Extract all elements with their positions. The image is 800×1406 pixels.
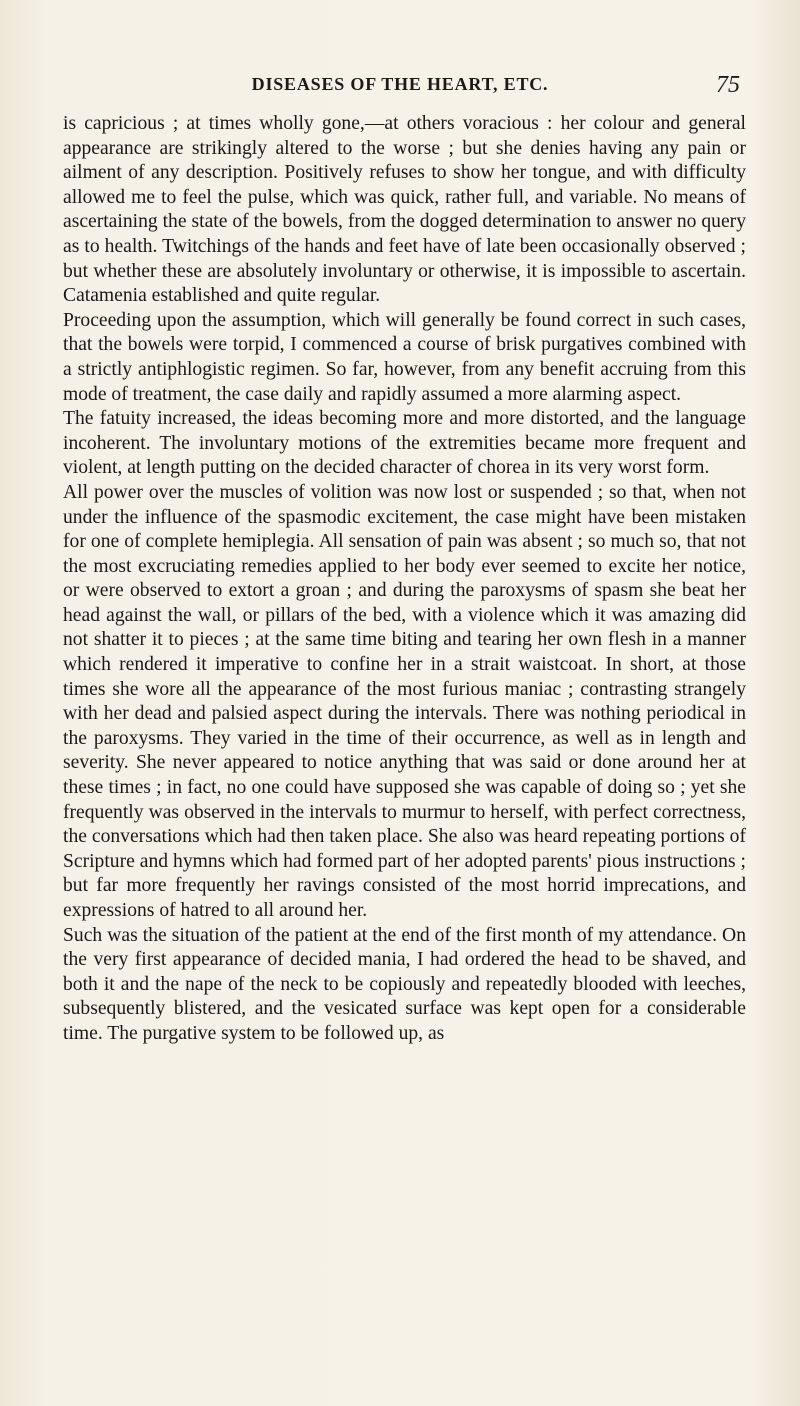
page-header: [0, 72, 800, 102]
body-text: [63, 112, 746, 1047]
paragraph: The fatuity increased, the ideas becoming more and more distorted, and the language incoherent. The involuntary motions of the extremities became more frequent and violent, at length putting on the decided character of chorea in its very worst form.: [63, 408, 746, 479]
paragraph: is capricious ; at times wholly gone,—at others voracious : her colour and general appearance are strikingly altered to the worse ; but she denies having any pain or ailment of any description. Positively refuses to show her tongue, and with difficulty allowed me to feel the pulse, which was quick, rather full, and variable. No means of ascertaining the state of the bowels, from the dogged determination to answer no query as to health. Twitchings of the hands and feet have of late been occasionally observed ; but whether these are absolutely involuntary or otherwise, it is impossible to ascertain. Catamenia established and quite regular.: [63, 113, 746, 307]
paragraph: Such was the situation of the patient at the end of the first month of my attendance. On the very first appearance of decided mania, I had ordered the head to be shaved, and both it and the nape of the neck to be copiously and repeatedly blooded with leeches, subsequently blistered, and the vesicated surface was kept open for a considerable time. The purgative system to be followed up, as: [63, 924, 746, 1044]
paragraph: All power over the muscles of volition was now lost or suspended ; so that, when not under the influence of the spasmodic excitement, the case might have been mistaken for one of complete hemiplegia. All sensation of pain was absent ; so much so, that not the most excruciating remedies applied to her body ever seemed to excite her notice, or were observed to extort a groan ; and during the paroxysms of spasm she beat her head against the wall, or pillars of the bed, with a violence which it was amazing did not shatter it to pieces ; at the same time biting and tearing her own flesh in a manner which rendered it imperative to confine her in a strait waistcoat. In short, at those times she wore all the appearance of the most furious maniac ; contrasting strangely with her dead and palsied aspect during the intervals. There was nothing periodical in the paroxysms. They varied in the time of their occurrence, as well as in length and severity. She never appeared to notice anything that was said or done around her at these times ; in fact, no one could have supposed she was capable of doing so ; yet she frequently was observed in the intervals to murmur to herself, with perfect correctness, the conversations which had then taken place. She also was heard repeating portions of Scripture and hymns which had formed part of her adopted parents' pious instructions ; but far more frequently her ravings consisted of the most horrid imprecations, and expressions of hatred to all around her.: [63, 481, 746, 921]
page-number: 75: [716, 72, 740, 98]
paragraph: Proceeding upon the assumption, which will generally be found correct in such cases, that the bowels were torpid, I commenced a course of brisk purgatives combined with a strictly antiphlogistic regimen. So far, however, from any benefit accruing from this mode of treatment, the case daily and rapidly assumed a more alarming aspect.: [63, 309, 746, 405]
running-head: DISEASES OF THE HEART, ETC.: [251, 74, 549, 94]
